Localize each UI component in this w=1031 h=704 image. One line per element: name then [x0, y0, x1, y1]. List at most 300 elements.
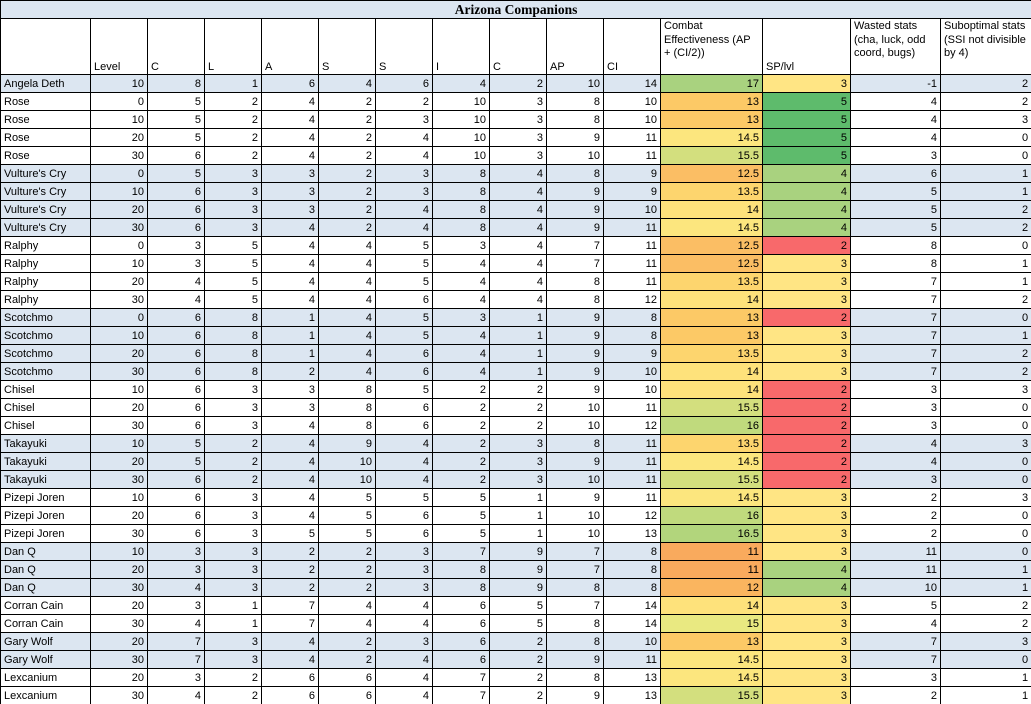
suboptimal-stats-cell[interactable]: 2	[941, 93, 1031, 111]
stat-cell-s1[interactable]: 2	[319, 651, 376, 669]
column-header-c[interactable]: C	[148, 19, 205, 75]
stat-cell-l[interactable]: 3	[205, 165, 262, 183]
stat-cell-c2[interactable]: 4	[490, 255, 547, 273]
stat-cell-c2[interactable]: 1	[490, 345, 547, 363]
stat-cell-ci[interactable]: 11	[604, 129, 661, 147]
stat-cell-c[interactable]: 8	[148, 75, 205, 93]
wasted-stats-cell[interactable]: 4	[851, 615, 941, 633]
sp-per-lvl-cell[interactable]: 2	[763, 453, 851, 471]
wasted-stats-cell[interactable]: 3	[851, 471, 941, 489]
stat-cell-s1[interactable]: 6	[319, 669, 376, 687]
stat-cell-ci[interactable]: 12	[604, 417, 661, 435]
companion-name-cell[interactable]: Chisel	[1, 417, 91, 435]
stat-cell-s2[interactable]: 3	[376, 183, 433, 201]
stat-cell-c2[interactable]: 4	[490, 291, 547, 309]
combat-effectiveness-cell[interactable]: 12	[661, 579, 763, 597]
stat-cell-ci[interactable]: 9	[604, 345, 661, 363]
stat-cell-ci[interactable]: 9	[604, 165, 661, 183]
stat-cell-s2[interactable]: 3	[376, 579, 433, 597]
stat-cell-i[interactable]: 8	[433, 561, 490, 579]
stat-cell-a[interactable]: 6	[262, 75, 319, 93]
stat-cell-ci[interactable]: 10	[604, 633, 661, 651]
suboptimal-stats-cell[interactable]: 0	[941, 471, 1031, 489]
stat-cell-level[interactable]: 10	[91, 543, 148, 561]
suboptimal-stats-cell[interactable]: 2	[941, 219, 1031, 237]
stat-cell-c2[interactable]: 2	[490, 381, 547, 399]
combat-effectiveness-cell[interactable]: 14	[661, 201, 763, 219]
wasted-stats-cell[interactable]: 2	[851, 507, 941, 525]
stat-cell-s2[interactable]: 6	[376, 399, 433, 417]
stat-cell-s1[interactable]: 4	[319, 327, 376, 345]
wasted-stats-cell[interactable]: 4	[851, 453, 941, 471]
sp-per-lvl-cell[interactable]: 2	[763, 309, 851, 327]
stat-cell-level[interactable]: 30	[91, 615, 148, 633]
stat-cell-c[interactable]: 3	[148, 543, 205, 561]
stat-cell-s1[interactable]: 4	[319, 345, 376, 363]
combat-effectiveness-cell[interactable]: 15.5	[661, 147, 763, 165]
stat-cell-s2[interactable]: 5	[376, 273, 433, 291]
stat-cell-c2[interactable]: 4	[490, 165, 547, 183]
stat-cell-ap[interactable]: 9	[547, 453, 604, 471]
combat-effectiveness-cell[interactable]: 14.5	[661, 219, 763, 237]
stat-cell-s2[interactable]: 6	[376, 507, 433, 525]
stat-cell-s1[interactable]: 2	[319, 183, 376, 201]
stat-cell-a[interactable]: 2	[262, 543, 319, 561]
companion-name-cell[interactable]: Dan Q	[1, 543, 91, 561]
stat-cell-level[interactable]: 10	[91, 255, 148, 273]
stat-cell-ci[interactable]: 11	[604, 273, 661, 291]
combat-effectiveness-cell[interactable]: 14	[661, 381, 763, 399]
stat-cell-l[interactable]: 3	[205, 579, 262, 597]
suboptimal-stats-cell[interactable]: 3	[941, 633, 1031, 651]
wasted-stats-cell[interactable]: 5	[851, 201, 941, 219]
wasted-stats-cell[interactable]: 5	[851, 597, 941, 615]
stat-cell-ci[interactable]: 12	[604, 507, 661, 525]
stat-cell-a[interactable]: 3	[262, 165, 319, 183]
column-header-combat_effectiveness[interactable]: Combat Effectiveness (AP + (CI/2))	[661, 19, 763, 75]
stat-cell-a[interactable]: 4	[262, 507, 319, 525]
sp-per-lvl-cell[interactable]: 3	[763, 291, 851, 309]
stat-cell-ap[interactable]: 8	[547, 633, 604, 651]
stat-cell-i[interactable]: 2	[433, 453, 490, 471]
sp-per-lvl-cell[interactable]: 3	[763, 327, 851, 345]
suboptimal-stats-cell[interactable]: 0	[941, 417, 1031, 435]
stat-cell-c[interactable]: 5	[148, 453, 205, 471]
companion-name-cell[interactable]: Chisel	[1, 381, 91, 399]
wasted-stats-cell[interactable]: 7	[851, 309, 941, 327]
stat-cell-a[interactable]: 4	[262, 435, 319, 453]
companion-name-cell[interactable]: Pizepi Joren	[1, 489, 91, 507]
suboptimal-stats-cell[interactable]: 2	[941, 615, 1031, 633]
stat-cell-ap[interactable]: 9	[547, 381, 604, 399]
stat-cell-i[interactable]: 6	[433, 615, 490, 633]
sp-per-lvl-cell[interactable]: 3	[763, 75, 851, 93]
combat-effectiveness-cell[interactable]: 13	[661, 327, 763, 345]
combat-effectiveness-cell[interactable]: 15.5	[661, 687, 763, 704]
companion-name-cell[interactable]: Gary Wolf	[1, 633, 91, 651]
stat-cell-c2[interactable]: 1	[490, 363, 547, 381]
stat-cell-s2[interactable]: 6	[376, 525, 433, 543]
combat-effectiveness-cell[interactable]: 14.5	[661, 129, 763, 147]
companion-name-cell[interactable]: Rose	[1, 111, 91, 129]
stat-cell-s1[interactable]: 4	[319, 363, 376, 381]
column-header-c2[interactable]: C	[490, 19, 547, 75]
stat-cell-s2[interactable]: 5	[376, 327, 433, 345]
sp-per-lvl-cell[interactable]: 5	[763, 93, 851, 111]
suboptimal-stats-cell[interactable]: 3	[941, 489, 1031, 507]
stat-cell-ap[interactable]: 8	[547, 273, 604, 291]
stat-cell-ci[interactable]: 9	[604, 183, 661, 201]
sp-per-lvl-cell[interactable]: 2	[763, 417, 851, 435]
stat-cell-l[interactable]: 1	[205, 75, 262, 93]
stat-cell-l[interactable]: 3	[205, 543, 262, 561]
stat-cell-ap[interactable]: 9	[547, 363, 604, 381]
stat-cell-a[interactable]: 1	[262, 309, 319, 327]
stat-cell-s2[interactable]: 4	[376, 129, 433, 147]
column-header-i[interactable]: I	[433, 19, 490, 75]
stat-cell-i[interactable]: 10	[433, 147, 490, 165]
stat-cell-c2[interactable]: 4	[490, 219, 547, 237]
stat-cell-i[interactable]: 5	[433, 525, 490, 543]
column-header-s1[interactable]: S	[319, 19, 376, 75]
stat-cell-a[interactable]: 4	[262, 255, 319, 273]
wasted-stats-cell[interactable]: 10	[851, 579, 941, 597]
stat-cell-level[interactable]: 10	[91, 381, 148, 399]
stat-cell-c[interactable]: 4	[148, 273, 205, 291]
stat-cell-a[interactable]: 4	[262, 93, 319, 111]
stat-cell-c[interactable]: 5	[148, 165, 205, 183]
stat-cell-s1[interactable]: 10	[319, 453, 376, 471]
companion-name-cell[interactable]: Takayuki	[1, 435, 91, 453]
stat-cell-l[interactable]: 3	[205, 651, 262, 669]
stat-cell-ap[interactable]: 9	[547, 309, 604, 327]
suboptimal-stats-cell[interactable]: 0	[941, 237, 1031, 255]
stat-cell-level[interactable]: 20	[91, 597, 148, 615]
wasted-stats-cell[interactable]: 4	[851, 111, 941, 129]
stat-cell-ci[interactable]: 11	[604, 399, 661, 417]
stat-cell-l[interactable]: 3	[205, 561, 262, 579]
stat-cell-level[interactable]: 20	[91, 201, 148, 219]
stat-cell-s2[interactable]: 3	[376, 165, 433, 183]
stat-cell-s1[interactable]: 2	[319, 579, 376, 597]
stat-cell-a[interactable]: 7	[262, 615, 319, 633]
stat-cell-c2[interactable]: 5	[490, 615, 547, 633]
column-header-a[interactable]: A	[262, 19, 319, 75]
stat-cell-s2[interactable]: 2	[376, 93, 433, 111]
companion-name-cell[interactable]: Ralphy	[1, 255, 91, 273]
stat-cell-s1[interactable]: 2	[319, 147, 376, 165]
stat-cell-ci[interactable]: 12	[604, 291, 661, 309]
companion-name-cell[interactable]: Rose	[1, 147, 91, 165]
wasted-stats-cell[interactable]: 4	[851, 129, 941, 147]
stat-cell-c2[interactable]: 4	[490, 201, 547, 219]
stat-cell-s2[interactable]: 3	[376, 111, 433, 129]
wasted-stats-cell[interactable]: 2	[851, 489, 941, 507]
sp-per-lvl-cell[interactable]: 3	[763, 597, 851, 615]
stat-cell-i[interactable]: 8	[433, 219, 490, 237]
stat-cell-s1[interactable]: 4	[319, 615, 376, 633]
companion-name-cell[interactable]: Ralphy	[1, 291, 91, 309]
stat-cell-c[interactable]: 3	[148, 669, 205, 687]
column-header-ci[interactable]: CI	[604, 19, 661, 75]
stat-cell-c[interactable]: 7	[148, 651, 205, 669]
stat-cell-l[interactable]: 8	[205, 363, 262, 381]
suboptimal-stats-cell[interactable]: 3	[941, 111, 1031, 129]
combat-effectiveness-cell[interactable]: 14	[661, 597, 763, 615]
stat-cell-ci[interactable]: 11	[604, 471, 661, 489]
stat-cell-a[interactable]: 6	[262, 669, 319, 687]
stat-cell-s1[interactable]: 8	[319, 381, 376, 399]
stat-cell-a[interactable]: 1	[262, 345, 319, 363]
suboptimal-stats-cell[interactable]: 2	[941, 597, 1031, 615]
stat-cell-level[interactable]: 20	[91, 345, 148, 363]
column-header-wasted_stats[interactable]: Wasted stats (cha, luck, odd coord, bugs)	[851, 19, 941, 75]
stat-cell-i[interactable]: 10	[433, 93, 490, 111]
companion-name-cell[interactable]: Lexcanium	[1, 687, 91, 704]
stat-cell-a[interactable]: 1	[262, 327, 319, 345]
suboptimal-stats-cell[interactable]: 0	[941, 453, 1031, 471]
stat-cell-ci[interactable]: 14	[604, 615, 661, 633]
stat-cell-a[interactable]: 2	[262, 363, 319, 381]
wasted-stats-cell[interactable]: 11	[851, 561, 941, 579]
stat-cell-i[interactable]: 7	[433, 543, 490, 561]
stat-cell-s2[interactable]: 3	[376, 633, 433, 651]
stat-cell-c2[interactable]: 3	[490, 129, 547, 147]
stat-cell-l[interactable]: 3	[205, 525, 262, 543]
sp-per-lvl-cell[interactable]: 4	[763, 183, 851, 201]
stat-cell-ap[interactable]: 7	[547, 597, 604, 615]
combat-effectiveness-cell[interactable]: 16	[661, 417, 763, 435]
stat-cell-l[interactable]: 2	[205, 669, 262, 687]
combat-effectiveness-cell[interactable]: 15	[661, 615, 763, 633]
stat-cell-i[interactable]: 10	[433, 129, 490, 147]
stat-cell-i[interactable]: 6	[433, 597, 490, 615]
suboptimal-stats-cell[interactable]: 1	[941, 561, 1031, 579]
suboptimal-stats-cell[interactable]: 0	[941, 309, 1031, 327]
stat-cell-s2[interactable]: 5	[376, 309, 433, 327]
stat-cell-c2[interactable]: 9	[490, 579, 547, 597]
companion-name-cell[interactable]: Scotchmo	[1, 345, 91, 363]
stat-cell-s1[interactable]: 8	[319, 399, 376, 417]
companion-name-cell[interactable]: Lexcanium	[1, 669, 91, 687]
stat-cell-a[interactable]: 4	[262, 417, 319, 435]
stat-cell-c2[interactable]: 2	[490, 687, 547, 704]
stat-cell-level[interactable]: 0	[91, 165, 148, 183]
stat-cell-s2[interactable]: 4	[376, 219, 433, 237]
stat-cell-level[interactable]: 30	[91, 363, 148, 381]
stat-cell-ap[interactable]: 7	[547, 543, 604, 561]
stat-cell-l[interactable]: 2	[205, 453, 262, 471]
companion-name-cell[interactable]: Corran Cain	[1, 597, 91, 615]
stat-cell-i[interactable]: 8	[433, 165, 490, 183]
sp-per-lvl-cell[interactable]: 2	[763, 237, 851, 255]
stat-cell-ci[interactable]: 11	[604, 147, 661, 165]
companion-name-cell[interactable]: Scotchmo	[1, 363, 91, 381]
stat-cell-level[interactable]: 20	[91, 399, 148, 417]
sp-per-lvl-cell[interactable]: 5	[763, 147, 851, 165]
stat-cell-s1[interactable]: 5	[319, 525, 376, 543]
stat-cell-c[interactable]: 6	[148, 417, 205, 435]
stat-cell-c[interactable]: 6	[148, 147, 205, 165]
stat-cell-c2[interactable]: 1	[490, 507, 547, 525]
sp-per-lvl-cell[interactable]: 3	[763, 669, 851, 687]
combat-effectiveness-cell[interactable]: 15.5	[661, 399, 763, 417]
stat-cell-s2[interactable]: 5	[376, 237, 433, 255]
combat-effectiveness-cell[interactable]: 13.5	[661, 273, 763, 291]
stat-cell-l[interactable]: 1	[205, 615, 262, 633]
sp-per-lvl-cell[interactable]: 4	[763, 201, 851, 219]
stat-cell-i[interactable]: 3	[433, 309, 490, 327]
stat-cell-s1[interactable]: 4	[319, 237, 376, 255]
sp-per-lvl-cell[interactable]: 3	[763, 615, 851, 633]
stat-cell-a[interactable]: 4	[262, 633, 319, 651]
stat-cell-s1[interactable]: 2	[319, 219, 376, 237]
companion-name-cell[interactable]: Vulture's Cry	[1, 201, 91, 219]
stat-cell-c[interactable]: 6	[148, 183, 205, 201]
stat-cell-s2[interactable]: 5	[376, 381, 433, 399]
stat-cell-c[interactable]: 3	[148, 237, 205, 255]
wasted-stats-cell[interactable]: 2	[851, 525, 941, 543]
stat-cell-ci[interactable]: 10	[604, 111, 661, 129]
stat-cell-a[interactable]: 2	[262, 561, 319, 579]
stat-cell-ci[interactable]: 14	[604, 75, 661, 93]
suboptimal-stats-cell[interactable]: 3	[941, 381, 1031, 399]
stat-cell-s1[interactable]: 2	[319, 129, 376, 147]
stat-cell-level[interactable]: 10	[91, 327, 148, 345]
stat-cell-s1[interactable]: 8	[319, 417, 376, 435]
stat-cell-ci[interactable]: 11	[604, 255, 661, 273]
stat-cell-s2[interactable]: 6	[376, 345, 433, 363]
stat-cell-c2[interactable]: 2	[490, 651, 547, 669]
wasted-stats-cell[interactable]: 5	[851, 219, 941, 237]
stat-cell-ap[interactable]: 9	[547, 201, 604, 219]
stat-cell-i[interactable]: 5	[433, 507, 490, 525]
stat-cell-level[interactable]: 30	[91, 291, 148, 309]
suboptimal-stats-cell[interactable]: 1	[941, 255, 1031, 273]
stat-cell-ap[interactable]: 8	[547, 669, 604, 687]
stat-cell-ap[interactable]: 9	[547, 183, 604, 201]
stat-cell-s2[interactable]: 4	[376, 435, 433, 453]
stat-cell-c[interactable]: 6	[148, 525, 205, 543]
stat-cell-ap[interactable]: 10	[547, 507, 604, 525]
stat-cell-i[interactable]: 10	[433, 111, 490, 129]
combat-effectiveness-cell[interactable]: 15.5	[661, 471, 763, 489]
stat-cell-l[interactable]: 5	[205, 273, 262, 291]
stat-cell-s1[interactable]: 2	[319, 93, 376, 111]
column-header-sp_per_lvl[interactable]: SP/lvl	[763, 19, 851, 75]
wasted-stats-cell[interactable]: 3	[851, 381, 941, 399]
stat-cell-c[interactable]: 5	[148, 435, 205, 453]
stat-cell-c[interactable]: 6	[148, 363, 205, 381]
stat-cell-c2[interactable]: 1	[490, 327, 547, 345]
stat-cell-s1[interactable]: 2	[319, 201, 376, 219]
stat-cell-a[interactable]: 4	[262, 111, 319, 129]
stat-cell-level[interactable]: 20	[91, 633, 148, 651]
stat-cell-ap[interactable]: 8	[547, 111, 604, 129]
stat-cell-s1[interactable]: 4	[319, 309, 376, 327]
stat-cell-ci[interactable]: 14	[604, 597, 661, 615]
companion-name-cell[interactable]: Vulture's Cry	[1, 183, 91, 201]
combat-effectiveness-cell[interactable]: 13.5	[661, 183, 763, 201]
stat-cell-i[interactable]: 5	[433, 489, 490, 507]
stat-cell-ci[interactable]: 8	[604, 561, 661, 579]
stat-cell-s2[interactable]: 4	[376, 669, 433, 687]
wasted-stats-cell[interactable]: 7	[851, 327, 941, 345]
stat-cell-ap[interactable]: 9	[547, 219, 604, 237]
suboptimal-stats-cell[interactable]: 0	[941, 543, 1031, 561]
stat-cell-level[interactable]: 20	[91, 453, 148, 471]
combat-effectiveness-cell[interactable]: 12.5	[661, 165, 763, 183]
stat-cell-l[interactable]: 2	[205, 93, 262, 111]
stat-cell-i[interactable]: 2	[433, 381, 490, 399]
stat-cell-c[interactable]: 6	[148, 381, 205, 399]
stat-cell-ap[interactable]: 10	[547, 417, 604, 435]
stat-cell-c[interactable]: 6	[148, 201, 205, 219]
stat-cell-level[interactable]: 10	[91, 111, 148, 129]
suboptimal-stats-cell[interactable]: 2	[941, 363, 1031, 381]
stat-cell-l[interactable]: 3	[205, 219, 262, 237]
stat-cell-ap[interactable]: 7	[547, 561, 604, 579]
stat-cell-c2[interactable]: 9	[490, 543, 547, 561]
stat-cell-l[interactable]: 3	[205, 417, 262, 435]
stat-cell-c[interactable]: 6	[148, 471, 205, 489]
suboptimal-stats-cell[interactable]: 3	[941, 435, 1031, 453]
stat-cell-ap[interactable]: 10	[547, 75, 604, 93]
stat-cell-level[interactable]: 20	[91, 129, 148, 147]
companion-name-cell[interactable]: Ralphy	[1, 237, 91, 255]
wasted-stats-cell[interactable]: 7	[851, 291, 941, 309]
stat-cell-ci[interactable]: 10	[604, 381, 661, 399]
wasted-stats-cell[interactable]: 7	[851, 363, 941, 381]
stat-cell-c[interactable]: 3	[148, 561, 205, 579]
wasted-stats-cell[interactable]: 7	[851, 633, 941, 651]
stat-cell-s2[interactable]: 4	[376, 651, 433, 669]
stat-cell-l[interactable]: 8	[205, 327, 262, 345]
stat-cell-c2[interactable]: 3	[490, 471, 547, 489]
stat-cell-l[interactable]: 1	[205, 597, 262, 615]
suboptimal-stats-cell[interactable]: 2	[941, 345, 1031, 363]
stat-cell-l[interactable]: 2	[205, 129, 262, 147]
companion-name-cell[interactable]: Dan Q	[1, 579, 91, 597]
stat-cell-l[interactable]: 3	[205, 633, 262, 651]
stat-cell-ap[interactable]: 7	[547, 255, 604, 273]
stat-cell-ci[interactable]: 11	[604, 435, 661, 453]
stat-cell-s1[interactable]: 5	[319, 489, 376, 507]
stat-cell-l[interactable]: 2	[205, 471, 262, 489]
companion-name-cell[interactable]: Vulture's Cry	[1, 219, 91, 237]
stat-cell-a[interactable]: 3	[262, 381, 319, 399]
stat-cell-ci[interactable]: 10	[604, 363, 661, 381]
stat-cell-level[interactable]: 10	[91, 435, 148, 453]
stat-cell-s1[interactable]: 2	[319, 165, 376, 183]
stat-cell-ap[interactable]: 10	[547, 525, 604, 543]
stat-cell-c[interactable]: 4	[148, 291, 205, 309]
wasted-stats-cell[interactable]: 5	[851, 183, 941, 201]
suboptimal-stats-cell[interactable]: 2	[941, 201, 1031, 219]
stat-cell-c2[interactable]: 9	[490, 561, 547, 579]
suboptimal-stats-cell[interactable]: 1	[941, 687, 1031, 704]
stat-cell-c[interactable]: 6	[148, 489, 205, 507]
stat-cell-l[interactable]: 2	[205, 435, 262, 453]
suboptimal-stats-cell[interactable]: 1	[941, 579, 1031, 597]
combat-effectiveness-cell[interactable]: 12.5	[661, 255, 763, 273]
stat-cell-l[interactable]: 3	[205, 489, 262, 507]
stat-cell-ap[interactable]: 10	[547, 399, 604, 417]
combat-effectiveness-cell[interactable]: 14.5	[661, 669, 763, 687]
stat-cell-s1[interactable]: 10	[319, 471, 376, 489]
stat-cell-c2[interactable]: 1	[490, 525, 547, 543]
suboptimal-stats-cell[interactable]: 1	[941, 183, 1031, 201]
